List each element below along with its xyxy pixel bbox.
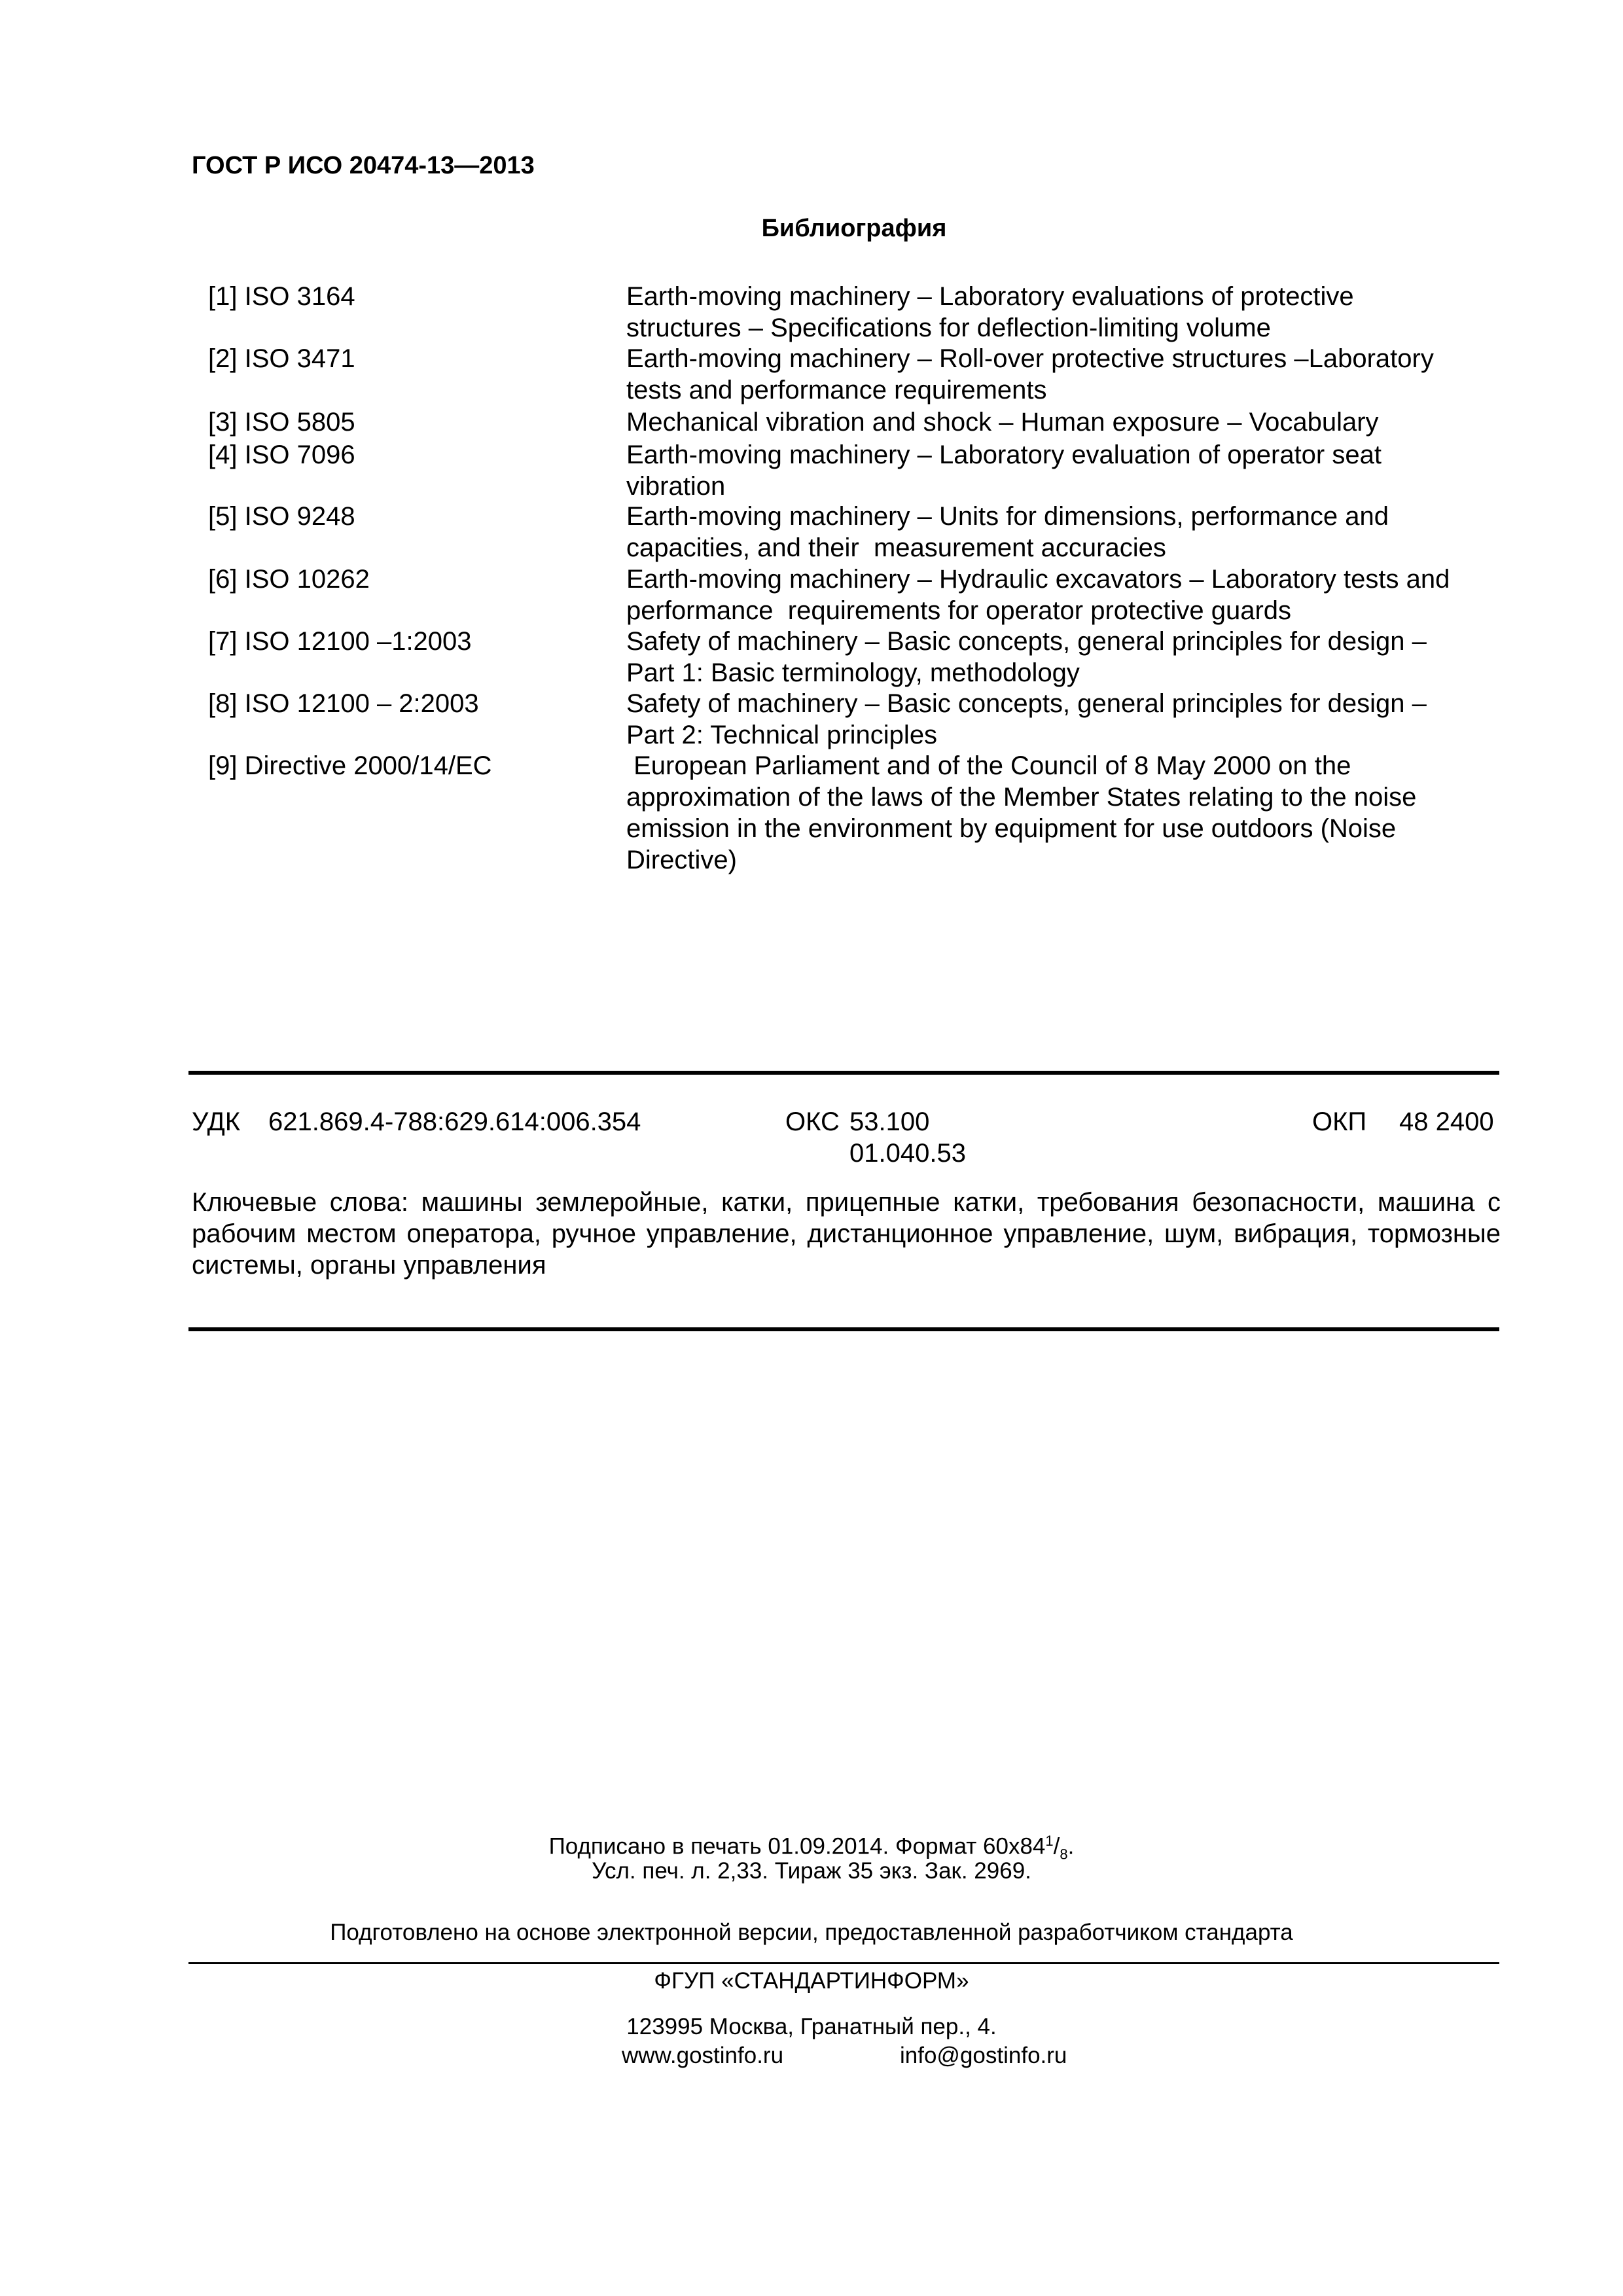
- bibliography-entry-description-line: approximation of the laws of the Member States relating to the noise: [626, 783, 1417, 812]
- format-superscript: 1: [1045, 1833, 1054, 1849]
- bibliography-entry-id: [4] ISO 7096: [208, 440, 355, 469]
- imprint-email[interactable]: info@gostinfo.ru: [900, 2043, 1067, 2068]
- imprint-divider: [188, 1962, 1499, 1964]
- bibliography-entry-description: [626, 406, 1503, 438]
- udk-value: 621.869.4-788:629.614:006.354: [268, 1107, 641, 1136]
- bibliography-entry-description-line: Safety of machinery – Basic concepts, general principles for design –: [626, 689, 1427, 718]
- format-subscript: 8: [1060, 1846, 1068, 1863]
- bibliography-entry-id: [9] Directive 2000/14/EC: [208, 751, 492, 780]
- oks-value-2: 01.040.53: [849, 1139, 966, 1168]
- bibliography-entry-description: [626, 439, 1503, 502]
- bibliography-entry-description: [626, 281, 1503, 344]
- bibliography-entry-description-line: Earth-moving machinery – Hydraulic excavators – Laboratory tests and: [626, 565, 1450, 594]
- bibliography-entry-description: [626, 343, 1503, 406]
- bibliography-entry-description: [626, 688, 1503, 751]
- bibliography-entry-description-line: Part 1: Basic terminology, methodology: [626, 658, 1080, 687]
- keywords: Ключевые слова: машины землеройные, катки, прицепные катки, требования безопасности, машина с рабочим местом оператора, ручное управление, дистанционное управление, шум, вибрация, тормозные системы, органы управления: [192, 1188, 1501, 1280]
- bibliography-entry-id: [3] ISO 5805: [208, 408, 355, 437]
- bibliography-entry-description: [626, 750, 1503, 876]
- udk-label: УДК: [192, 1107, 241, 1136]
- bibliography-entry-description-line: Earth-moving machinery – Roll-over protective structures –Laboratory: [626, 344, 1434, 373]
- bibliography-entry-id: [7] ISO 12100 –1:2003: [208, 627, 472, 656]
- bibliography-entry-description: [626, 626, 1503, 689]
- okp-value: 48 2400: [1399, 1107, 1494, 1136]
- document-code: ГОСТ Р ИСО 20474-13—2013: [192, 152, 535, 179]
- bottom-divider: [188, 1327, 1499, 1331]
- bibliography-entry-description: [626, 501, 1503, 564]
- bibliography-entry-description-line: European Parliament and of the Council of 8 May 2000 on the: [626, 751, 1351, 780]
- bibliography-entry-description-line: Part 2: Technical principles: [626, 721, 938, 749]
- bibliography-entry-description-line: emission in the environment by equipment for use outdoors (Noise: [626, 814, 1397, 843]
- bibliography-entry-id: [2] ISO 3471: [208, 344, 355, 373]
- bibliography-entry-description-line: Directive): [626, 846, 737, 874]
- format-end: .: [1067, 1833, 1075, 1859]
- bibliography-entry-id: [6] ISO 10262: [208, 565, 370, 594]
- bibliography-entry-description-line: Safety of machinery – Basic concepts, general principles for design –: [626, 627, 1427, 656]
- bibliography-entry-id: [1] ISO 3164: [208, 282, 355, 311]
- oks-value-1: 53.100: [849, 1107, 930, 1136]
- bibliography-entry-id: [5] ISO 9248: [208, 502, 355, 531]
- imprint-website[interactable]: www.gostinfo.ru: [622, 2043, 784, 2068]
- imprint-publisher: ФГУП «СТАНДАРТИНФОРМ»: [654, 1968, 969, 1994]
- bibliography-title: Библиография: [761, 215, 947, 242]
- bibliography-entry-description-line: Earth-moving machinery – Laboratory evaluation of operator seat: [626, 440, 1382, 469]
- imprint-signed: Подписано в печать 01.09.2014. Формат $60x84^1/_8$.: [548, 1833, 1075, 1863]
- bibliography-entry-description-line: Mechanical vibration and shock – Human exposure – Vocabulary: [626, 408, 1379, 437]
- okp-label: ОКП: [1312, 1107, 1367, 1136]
- bibliography-entry-description-line: structures – Specifications for deflection-limiting volume: [626, 314, 1271, 342]
- imprint-address: 123995 Москва, Гранатный пер., 4.: [626, 2014, 997, 2039]
- bibliography-entry-description-line: Earth-moving machinery – Laboratory evaluations of protective: [626, 282, 1354, 311]
- bibliography-entry-id: [8] ISO 12100 – 2:2003: [208, 689, 479, 718]
- oks-label: ОКС: [785, 1107, 840, 1136]
- imprint-signed-text: Подписано в печать 01.09.2014. Формат 60x84: [548, 1833, 1046, 1859]
- bibliography-entry-description-line: Earth-moving machinery – Units for dimensions, performance and: [626, 502, 1389, 531]
- bibliography-entry-description-line: vibration: [626, 472, 726, 501]
- imprint-print-info: Усл. печ. л. 2,33. Тираж 35 экз. Зак. 2969.: [592, 1858, 1031, 1884]
- top-divider: [188, 1071, 1499, 1075]
- bibliography-entry-description-line: tests and performance requirements: [626, 376, 1047, 404]
- bibliography-entry-description-line: performance requirements for operator protective guards: [626, 596, 1292, 625]
- bibliography-entry-description: [626, 564, 1503, 626]
- bibliography-entry-description-line: capacities, and their measurement accuracies: [626, 533, 1166, 562]
- imprint-prepared: Подготовлено на основе электронной версии, предоставленной разработчиком стандарта: [330, 1920, 1293, 1945]
